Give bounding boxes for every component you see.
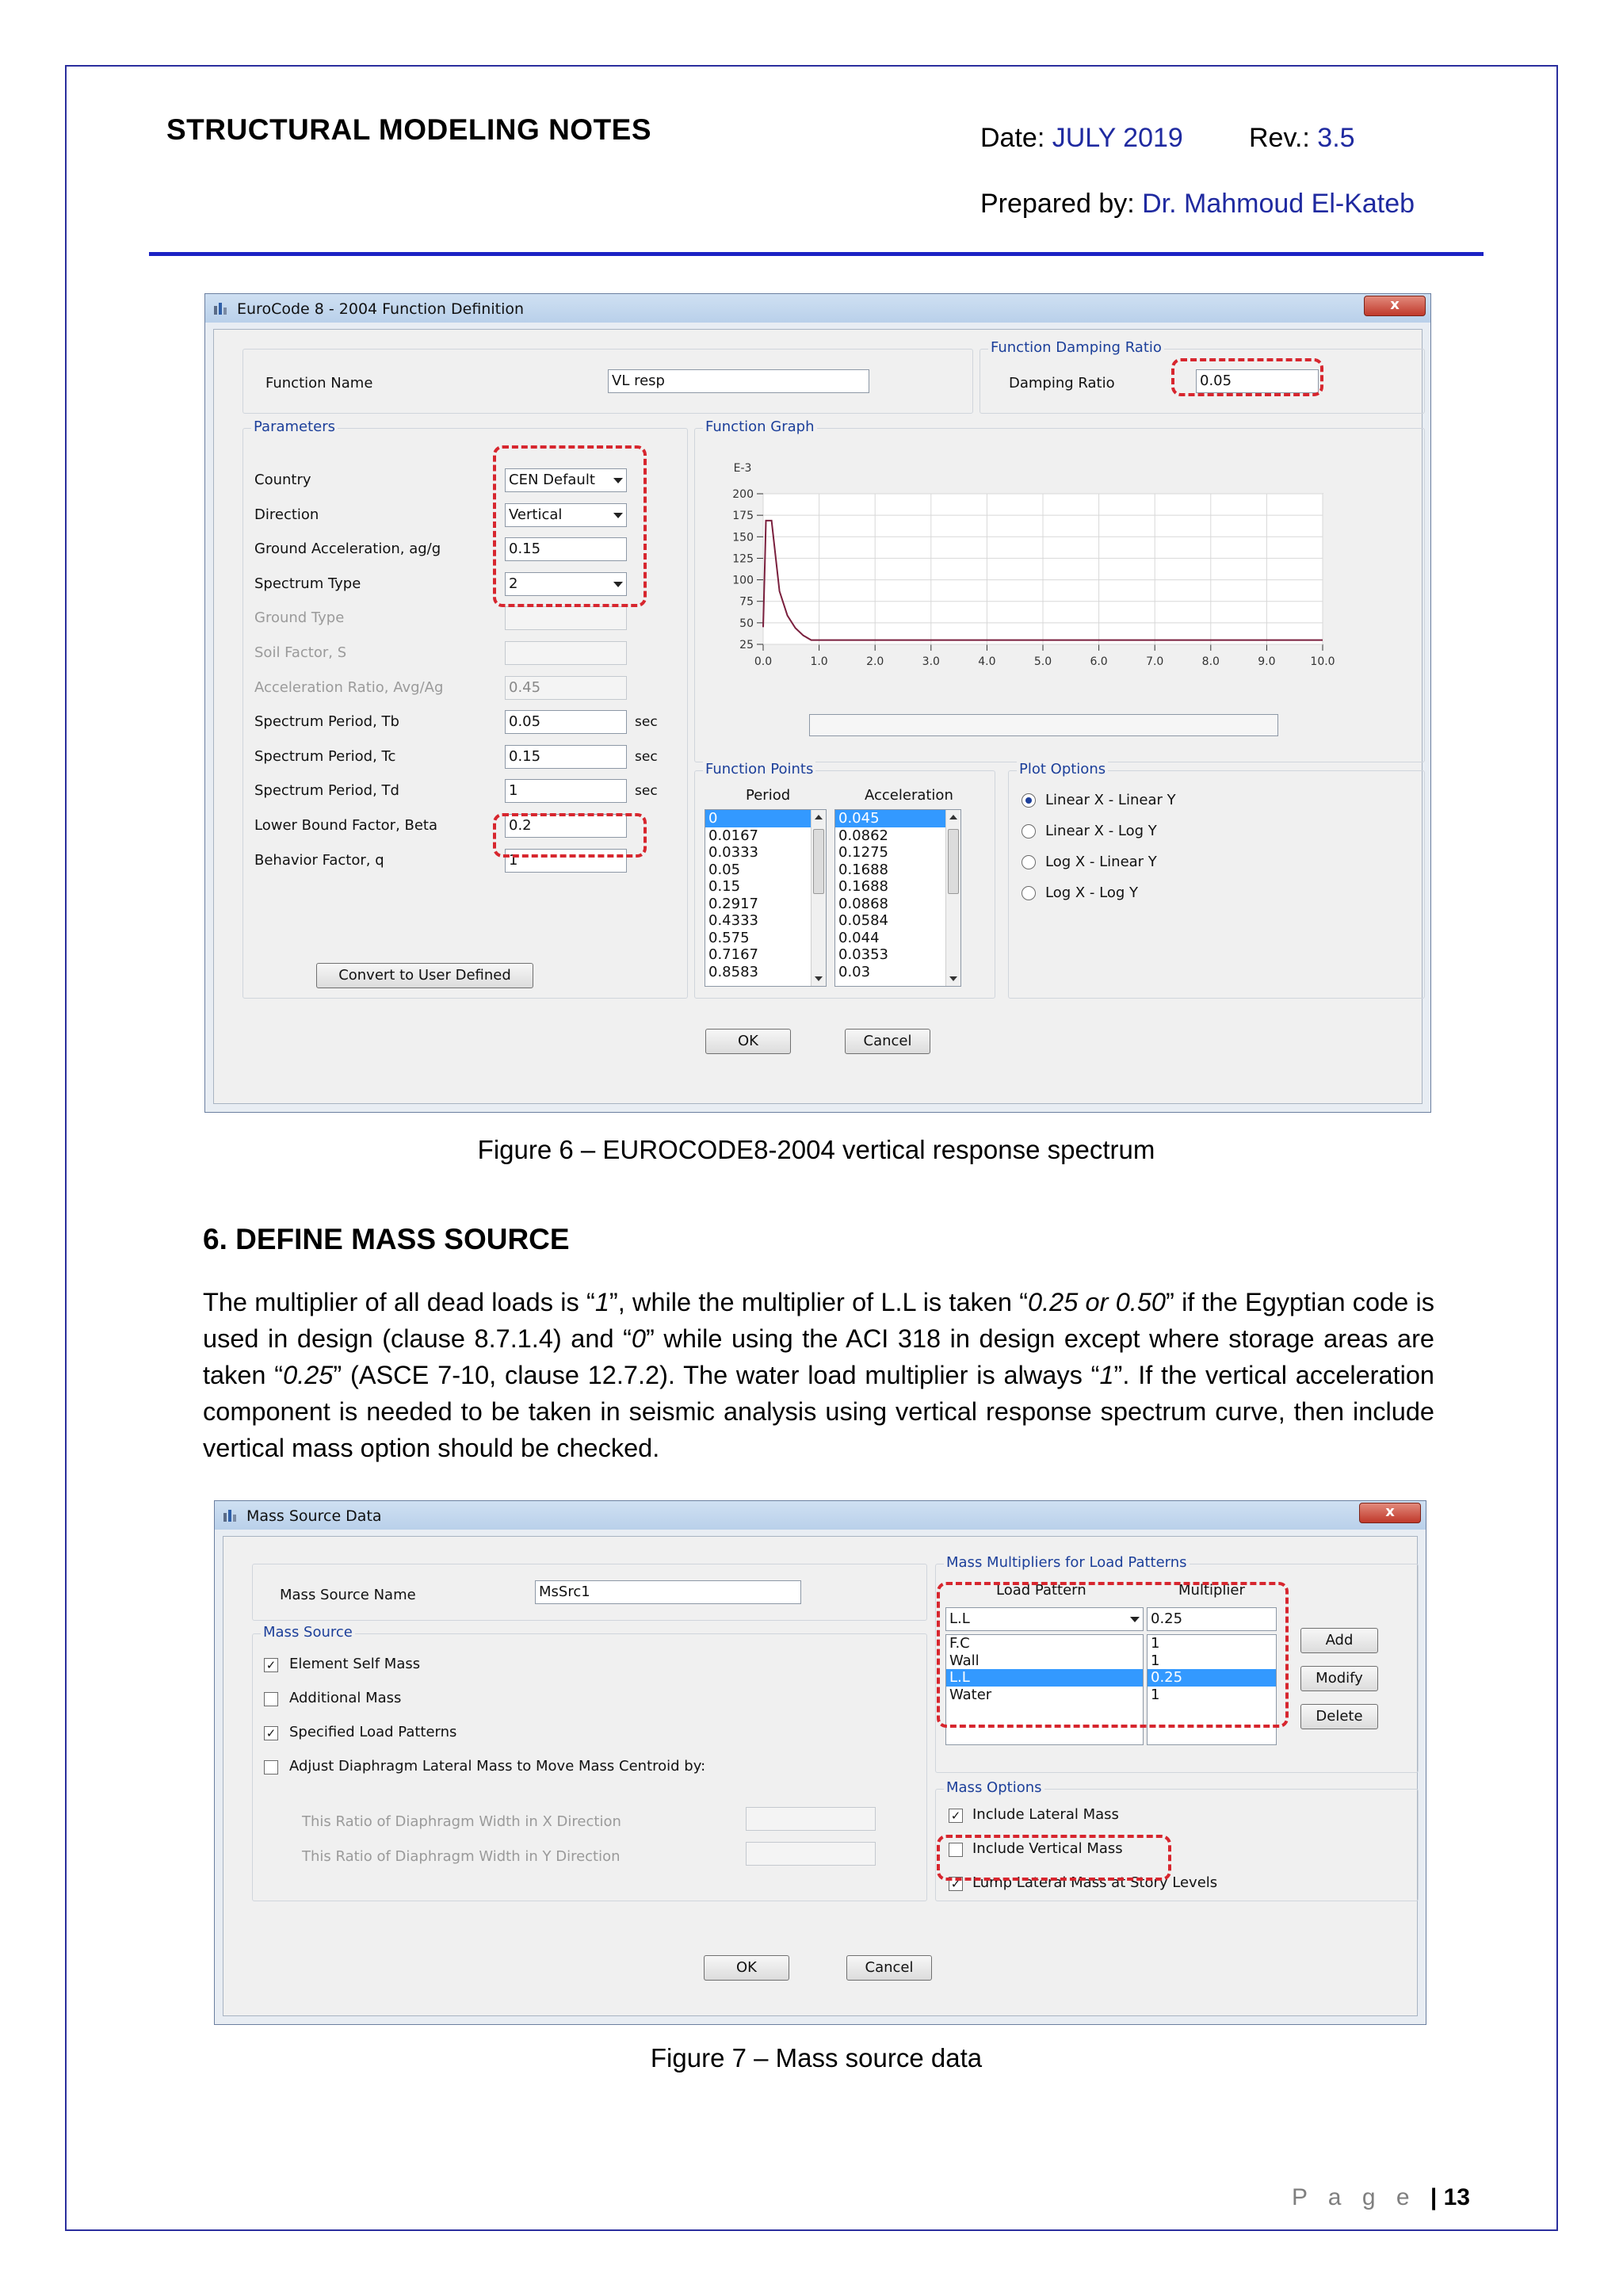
parameter-label: Lower Bound Factor, Beta <box>254 817 438 834</box>
convert-to-user-defined-button[interactable]: Convert to User Defined <box>316 963 533 988</box>
header-revision <box>1249 123 1355 154</box>
checkbox[interactable] <box>264 1692 278 1706</box>
acceleration-item[interactable]: 0.1688 <box>838 878 888 895</box>
ok-button[interactable]: OK <box>705 1029 791 1054</box>
rev-value: 3.5 <box>1317 123 1355 153</box>
prepared-value: Dr. Mahmoud El-Kateb <box>1142 189 1415 219</box>
eurocode-function-dialog <box>204 293 1431 1113</box>
mass-source-name-label: Mass Source Name <box>280 1587 416 1603</box>
acceleration-item[interactable]: 0.0584 <box>838 912 888 929</box>
period-item[interactable]: 0.05 <box>708 861 741 878</box>
parameter-label: Soil Factor, S <box>254 644 347 661</box>
header-prepared-by <box>980 189 1415 220</box>
emphasized-value: 0.25 or 0.50 <box>1028 1288 1166 1316</box>
mass-source-option-label: Element Self Mass <box>289 1656 421 1672</box>
mass-option-label: Include Lateral Mass <box>972 1806 1119 1823</box>
period-item[interactable]: 0.4333 <box>708 912 758 929</box>
period-items <box>705 810 826 980</box>
x-tick-label: 3.0 <box>922 655 940 668</box>
mass-options-title: Mass Options <box>944 1779 1044 1796</box>
y-multiplier-label: E-3 <box>733 462 752 475</box>
load-pattern-header: Load Pattern <box>996 1582 1086 1599</box>
dialog-title: Mass Source Data <box>246 1507 382 1525</box>
parameter-select-value: 2 <box>509 575 518 592</box>
parameters-title: Parameters <box>251 418 338 435</box>
x-tick-label: 7.0 <box>1146 655 1164 668</box>
plot-option-radio[interactable] <box>1022 793 1036 808</box>
y-tick-label: 100 <box>732 574 754 587</box>
acceleration-item[interactable]: 0.0862 <box>838 827 888 844</box>
emphasized-value: 0 <box>631 1324 646 1353</box>
function-graph-title: Function Graph <box>703 418 817 435</box>
x-tick-label: 1.0 <box>810 655 828 668</box>
acceleration-header: Acceleration <box>865 787 953 804</box>
emphasized-value: 0.25 <box>283 1361 334 1389</box>
x-tick-label: 6.0 <box>1090 655 1108 668</box>
period-item[interactable]: 0.7167 <box>708 946 758 963</box>
parameter-input[interactable]: 1 <box>505 779 627 803</box>
mass-source-group <box>252 1624 927 1901</box>
paragraph-text: ”, while the multiplier of L.L is taken “ <box>609 1288 1029 1316</box>
acceleration-item[interactable]: 0.1688 <box>838 861 888 878</box>
plot-options-group <box>1008 761 1425 999</box>
checkbox[interactable] <box>264 1760 278 1775</box>
function-graph-group <box>694 418 1425 762</box>
x-tick-label: 2.0 <box>866 655 884 668</box>
parameter-label: Direction <box>254 506 319 523</box>
acceleration-item[interactable]: 0.03 <box>838 963 871 980</box>
vertical-mass-highlight <box>937 1835 1171 1881</box>
parameter-input <box>505 641 627 665</box>
paragraph-text: ” if the Egyptian code is used in design (clause 8.7.1.4) and “ <box>203 1288 1434 1353</box>
mass-source-option-label: Adjust Diaphragm Lateral Mass to Move Mass Centroid by: <box>289 1758 706 1775</box>
parameter-select-value: CEN Default <box>509 472 595 488</box>
scroll-thumb[interactable] <box>813 829 824 894</box>
close-icon[interactable]: x <box>1364 296 1426 316</box>
x-tick-label: 4.0 <box>978 655 996 668</box>
mass-option-label: Lump Lateral Mass at Story Levels <box>972 1874 1218 1891</box>
acceleration-item[interactable]: 0.0868 <box>838 895 888 912</box>
parameter-input[interactable]: 0.05 <box>505 710 627 734</box>
checkbox-checked[interactable]: ✓ <box>949 1809 963 1823</box>
dialog-body <box>223 1536 1418 2016</box>
y-tick-label: 75 <box>739 595 754 609</box>
period-item[interactable]: 0 <box>705 810 826 827</box>
parameter-input[interactable]: 0.15 <box>505 745 627 769</box>
function-points-group <box>694 761 995 999</box>
header-date <box>980 123 1183 154</box>
y-tick-label: 125 <box>732 552 754 566</box>
period-item[interactable]: 0.2917 <box>708 895 758 912</box>
function-graph <box>703 445 1416 682</box>
period-list[interactable] <box>705 809 827 987</box>
ratio-x-label: This Ratio of Diaphragm Width in X Direction <box>302 1813 621 1830</box>
modify-button[interactable]: Modify <box>1300 1666 1378 1691</box>
acceleration-item[interactable]: 0.045 <box>835 810 960 827</box>
header-rule <box>149 252 1484 256</box>
checkbox-checked[interactable]: ✓ <box>949 1877 963 1891</box>
multiplier-item[interactable]: 1 <box>1151 1686 1160 1703</box>
multiplier-item[interactable]: 1 <box>1151 1635 1160 1652</box>
load-pattern-item[interactable]: L.L <box>946 1669 1143 1687</box>
parameter-label: Acceleration Ratio, Avg/Ag <box>254 678 444 696</box>
checkbox-checked[interactable]: ✓ <box>264 1726 278 1740</box>
unit-label: sec <box>635 714 658 731</box>
mass-source-name-input[interactable]: MsSrc1 <box>535 1580 801 1604</box>
plot-options-title: Plot Options <box>1017 761 1108 777</box>
damping-ratio-label: Damping Ratio <box>1009 375 1115 392</box>
behavior-factor-highlight <box>493 813 647 858</box>
damping-highlight <box>1171 358 1323 396</box>
x-tick-label: 9.0 <box>1258 655 1276 668</box>
dialog-titlebar[interactable] <box>215 1501 1426 1530</box>
acceleration-scrollbar[interactable] <box>945 810 960 986</box>
plot-option-radio[interactable] <box>1022 886 1036 900</box>
function-points-title: Function Points <box>703 761 815 777</box>
multiplier-item[interactable]: 0.25 <box>1148 1669 1276 1687</box>
scroll-thumb[interactable] <box>948 829 959 894</box>
cancel-button[interactable]: Cancel <box>845 1029 930 1054</box>
section-heading: 6. DEFINE MASS SOURCE <box>203 1223 570 1255</box>
load-pattern-item[interactable]: F.C <box>949 1635 970 1652</box>
plot-option-label: Linear X - Linear Y <box>1045 792 1176 808</box>
acceleration-item[interactable]: 0.0353 <box>838 946 888 963</box>
acceleration-item[interactable]: 0.044 <box>838 929 880 946</box>
graph-scroll-field <box>809 714 1278 736</box>
dialog-title: EuroCode 8 - 2004 Function Definition <box>237 300 525 318</box>
damping-group-title: Function Damping Ratio <box>988 339 1164 356</box>
prepared-label: Prepared by: <box>980 189 1135 219</box>
plot-option-radio[interactable] <box>1022 855 1036 869</box>
parameter-select-value: Vertical <box>509 506 563 523</box>
close-icon[interactable]: x <box>1359 1503 1421 1523</box>
multiplier-item[interactable]: 1 <box>1151 1652 1160 1669</box>
add-button[interactable]: Add <box>1300 1628 1378 1653</box>
acceleration-item[interactable]: 0.1275 <box>838 844 888 861</box>
mass-source-dialog <box>214 1500 1426 2025</box>
load-pattern-item[interactable]: Wall <box>949 1652 980 1669</box>
rev-label: Rev.: <box>1249 123 1310 153</box>
emphasized-value: 1 <box>594 1288 609 1316</box>
plot-option-label: Log X - Linear Y <box>1045 854 1157 870</box>
parameter-label: Ground Acceleration, ag/g <box>254 541 441 558</box>
period-item[interactable]: 0.575 <box>708 929 750 946</box>
ok-button[interactable]: OK <box>704 1955 789 1981</box>
plot-option-label: Log X - Log Y <box>1045 884 1139 901</box>
parameter-input: 0.45 <box>505 676 627 700</box>
plot-option-radio[interactable] <box>1022 824 1036 839</box>
figure-6-caption: Figure 6 – EUROCODE8-2004 vertical response spectrum <box>477 1135 1155 1164</box>
load-pattern-selected: L.L <box>949 1610 970 1627</box>
period-item[interactable]: 0.0167 <box>708 827 758 844</box>
mass-option-label: Include Vertical Mass <box>972 1840 1123 1857</box>
mass-multipliers-title: Mass Multipliers for Load Patterns <box>944 1554 1190 1571</box>
period-scrollbar[interactable] <box>811 810 826 986</box>
parameter-label: Behavior Factor, q <box>254 851 384 869</box>
date-label: Date: <box>980 123 1045 153</box>
y-tick-label: 50 <box>739 617 754 630</box>
scroll-down-icon[interactable] <box>815 976 823 981</box>
paragraph-text: The multiplier of all dead loads is “ <box>203 1288 595 1316</box>
y-tick-label: 150 <box>732 531 754 544</box>
parameter-label: Country <box>254 472 311 488</box>
page-number: | 13 <box>1430 2184 1470 2210</box>
ratio-x-input <box>746 1807 876 1831</box>
parameter-input[interactable]: 0.2 <box>505 814 627 838</box>
unit-label: sec <box>635 748 658 765</box>
function-name-group <box>242 349 973 414</box>
document-title: STRUCTURAL MODELING NOTES <box>166 113 652 146</box>
multiplier-header: Multiplier <box>1178 1582 1245 1599</box>
load-pattern-item[interactable]: Water <box>949 1686 992 1703</box>
x-tick-label: 10.0 <box>1310 655 1335 668</box>
unit-label: sec <box>635 783 658 800</box>
parameter-input[interactable]: 0.15 <box>505 537 627 561</box>
paragraph-text: ” while using the ACI 318 in design except where storage areas are taken “ <box>203 1324 1434 1389</box>
period-item[interactable]: 0.15 <box>708 878 741 895</box>
emphasized-value: 1 <box>1099 1361 1114 1389</box>
scroll-up-icon[interactable] <box>815 815 823 819</box>
x-tick-label: 8.0 <box>1201 655 1220 668</box>
app-icon <box>213 301 229 315</box>
function-name-input[interactable]: VL resp <box>608 369 869 393</box>
scroll-down-icon[interactable] <box>949 976 957 981</box>
function-name-label: Function Name <box>265 375 373 392</box>
parameters-highlight <box>493 445 647 607</box>
parameter-input[interactable]: 1 <box>505 849 627 873</box>
x-tick-label: 0.0 <box>754 655 773 668</box>
cancel-button[interactable]: Cancel <box>846 1955 932 1981</box>
mass-source-title: Mass Source <box>261 1624 355 1641</box>
y-tick-label: 200 <box>732 488 754 501</box>
checkbox-checked[interactable]: ✓ <box>264 1658 278 1672</box>
delete-button[interactable]: Delete <box>1300 1704 1378 1729</box>
figure-7-caption: Figure 7 – Mass source data <box>650 2043 983 2073</box>
dialog-body <box>213 329 1423 1104</box>
parameter-input <box>505 606 627 630</box>
acceleration-items <box>835 810 960 980</box>
app-icon <box>223 1508 239 1522</box>
date-value: JULY 2019 <box>1052 123 1183 153</box>
paragraph-text: ” (ASCE 7-10, clause 12.7.2). The water load multiplier is always “ <box>333 1361 1100 1389</box>
acceleration-list[interactable] <box>834 809 961 987</box>
parameter-label: Spectrum Type <box>254 575 361 592</box>
period-item[interactable]: 0.8583 <box>708 963 758 980</box>
load-patterns-highlight <box>937 1582 1289 1728</box>
multiplier-input[interactable]: 0.25 <box>1147 1607 1277 1631</box>
period-header: Period <box>746 787 791 804</box>
page-footer <box>1292 2184 1470 2211</box>
mass-source-name-group <box>252 1564 927 1621</box>
mass-source-option-label: Additional Mass <box>289 1690 402 1706</box>
parameter-label: Spectrum Period, Tc <box>254 747 396 765</box>
plot-option-label: Linear X - Log Y <box>1045 823 1157 839</box>
parameter-label: Spectrum Period, Tb <box>254 713 399 731</box>
y-tick-label: 175 <box>732 510 754 523</box>
period-item[interactable]: 0.0333 <box>708 844 758 861</box>
y-tick-label: 25 <box>739 639 754 651</box>
mass-source-option-label: Specified Load Patterns <box>289 1724 457 1740</box>
paragraph-text: ”. If the vertical acceleration component is needed to be taken in seismic analysis using vertical response spectrum curve, then include vertical mass option should be checked. <box>203 1361 1434 1462</box>
ratio-y-label: This Ratio of Diaphragm Width in Y Direction <box>302 1848 621 1865</box>
scroll-up-icon[interactable] <box>949 815 957 819</box>
ratio-y-input <box>746 1842 876 1866</box>
parameter-label: Ground Type <box>254 609 345 627</box>
page-word: P a g e <box>1292 2184 1417 2210</box>
damping-ratio-input[interactable]: 0.05 <box>1196 369 1319 393</box>
body-paragraph <box>203 1284 1434 1466</box>
x-tick-label: 5.0 <box>1033 655 1052 668</box>
parameter-label: Spectrum Period, Td <box>254 782 399 800</box>
